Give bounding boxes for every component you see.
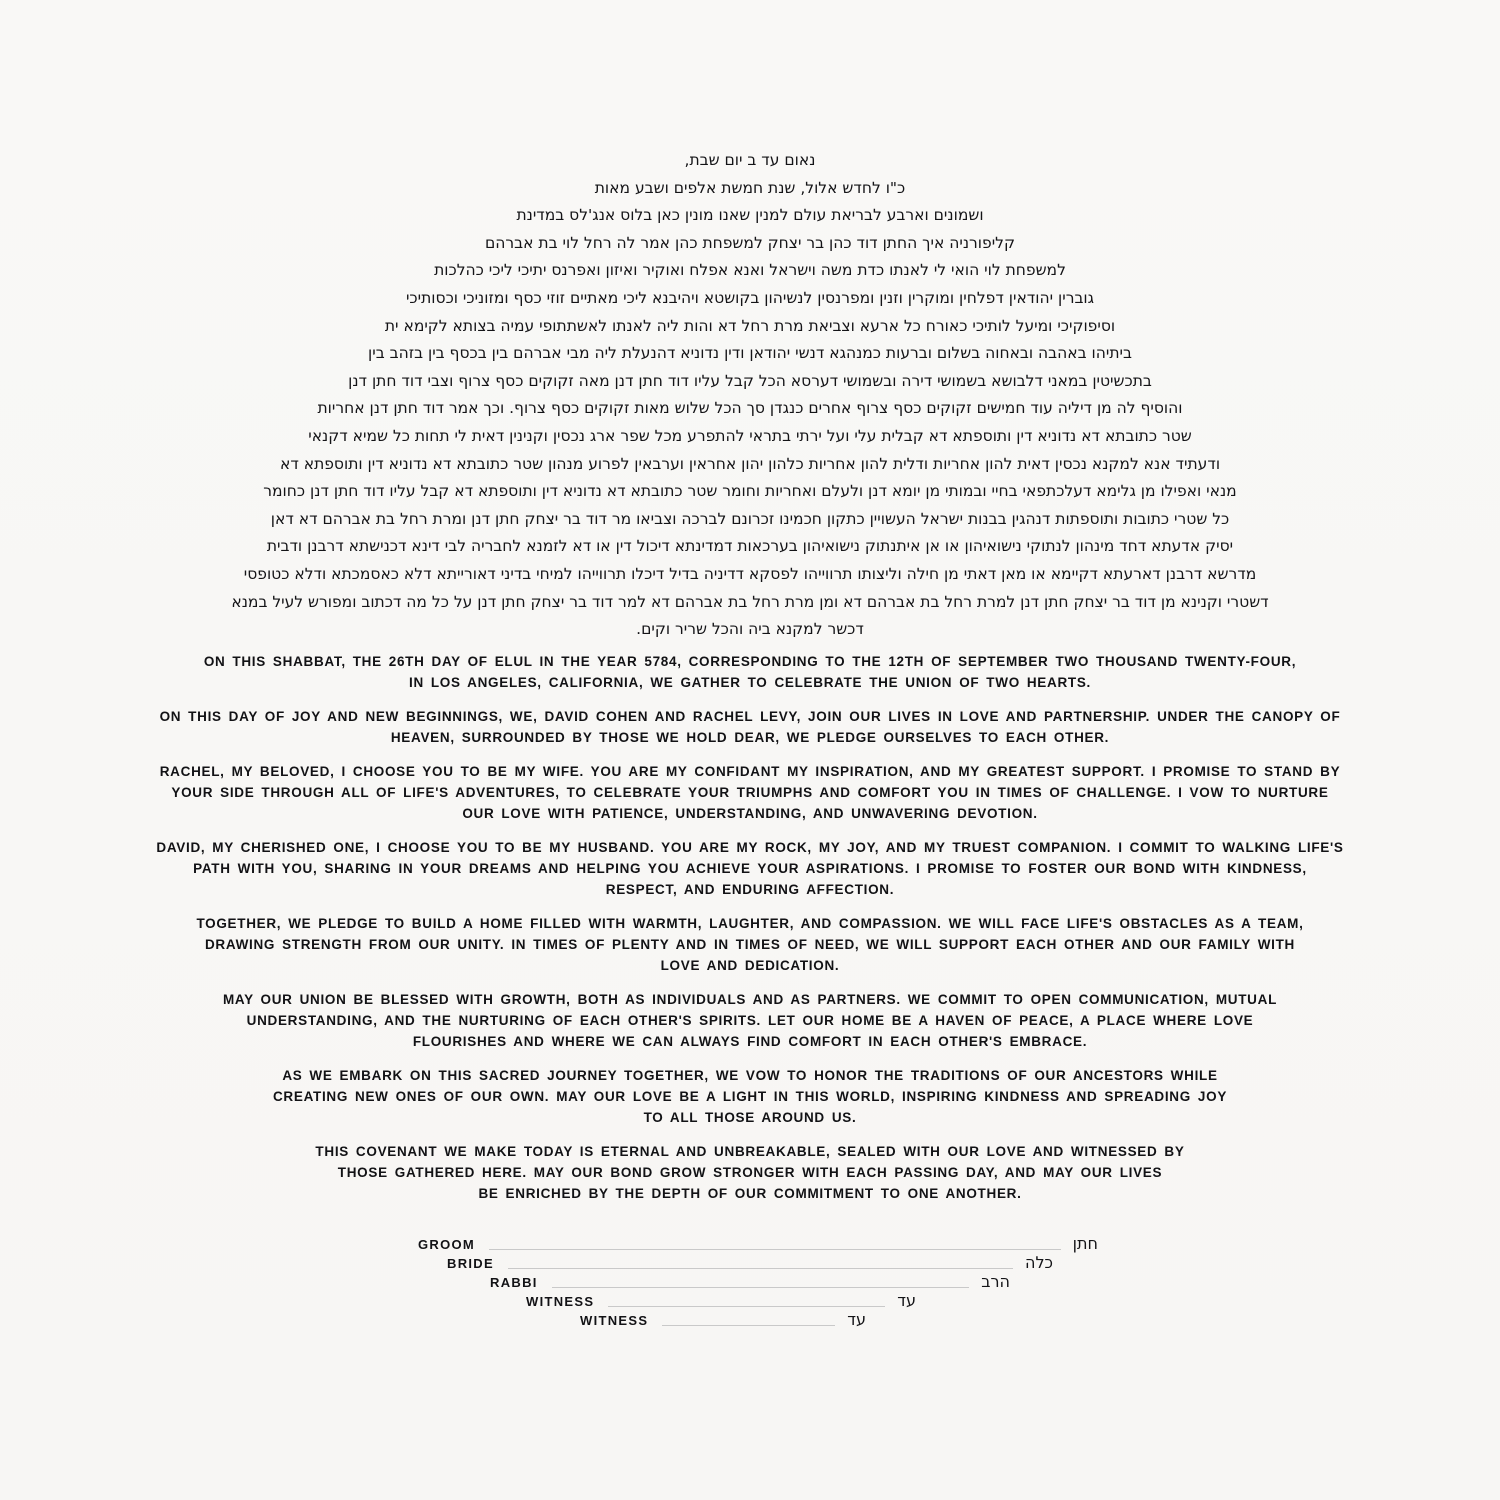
signature-line-rabbi[interactable]: [552, 1287, 970, 1288]
english-text-line: MAY OUR UNION BE BLESSED WITH GROWTH, BOTH AS INDIVIDUALS AND AS PARTNERS. WE COMMIT TO OPEN COMMUNICATION, MUTUAL: [222, 992, 1278, 1007]
signature-label-bride: BRIDE: [447, 1256, 494, 1271]
english-text-line: THOSE GATHERED HERE. MAY OUR BOND GROW STRONGER WITH EACH PASSING DAY, AND MAY OUR LIVES: [337, 1165, 1163, 1180]
hebrew-text-line: למשפחת לוי הואי לי לאנתו כדת משה וישראל ואנא אפלח ואוקיר ואיזון ואפרנס יתיכי ליכי כהלכות: [434, 261, 1066, 280]
english-text-line: LOVE AND DEDICATION.: [660, 958, 840, 973]
english-paragraph-date: [100, 651, 1400, 693]
hebrew-text-line: והוסיף לה מן דיליה עוד חמישים זקוקים כסף צרוף אחרים כנגדן סך הכל שלוש מאות זקוקים כסף צרוף. וכך אמר דוד חתן דנן אחריות: [317, 399, 1183, 418]
hebrew-text-line: קליפורניה איך החתן דוד כהן בר יצחק למשפחת כהן אמר לה רחל לוי בת אברהם: [485, 233, 1015, 252]
english-text-line: DRAWING STRENGTH FROM OUR UNITY. IN TIMES OF PLENTY AND IN TIMES OF NEED, WE WILL SUPPORT EACH OTHER AND OUR FAMILY WITH: [204, 937, 1296, 952]
signature-line-groom[interactable]: [489, 1249, 1061, 1250]
signature-label-witness-2-hebrew: עד: [847, 1310, 866, 1329]
english-text-line: RACHEL, MY BELOVED, I CHOOSE YOU TO BE MY WIFE. YOU ARE MY CONFIDANT MY INSPIRATION, AND MY GREATEST SUPPORT. I PROMISE TO STAND BY: [159, 764, 1341, 779]
signature-row-rabbi: [490, 1273, 1010, 1291]
signature-label-bride-hebrew: כלה: [1024, 1253, 1053, 1272]
signature-row-bride: [447, 1254, 1053, 1272]
english-paragraph-groom-vow: [100, 761, 1400, 824]
hebrew-text-line: יסיק אדעתא דחד מינהון לנתוקי נישואיהון או אן איתנתוק נישואיהון בערכאות דמדינתא דיכול דין או דא לזמנא לחבריה לבי דינא דכנישתא דרבנן ודבית: [266, 537, 1234, 556]
english-text-line: THIS COVENANT WE MAKE TODAY IS ETERNAL AND UNBREAKABLE, SEALED WITH OUR LOVE AND WITNESSED BY: [315, 1144, 1185, 1159]
english-paragraph-couple: [100, 706, 1400, 748]
hebrew-text-line: כ"ו לחדש אלול, שנת חמשת אלפים ושבע מאות: [594, 178, 906, 197]
signature-line-witness-1[interactable]: [608, 1306, 885, 1307]
signature-label-witness-1: WITNESS: [526, 1294, 595, 1309]
hebrew-text-line: שטר כתובתא דא נדוניא דין ותוספתא דא קבלית עלי ועל ירתי בתראי להתפרע מכל שפר ארג נכסין וקנינין דאית לי תחות כל שמיא דקנאי: [308, 426, 1192, 445]
hebrew-text-line: וסיפוקיכי ומיעל לותיכי כאורח כל ארעא וצביאת מרת רחל דא והות ליה לאנתו לאשתתופי עמיה בצותא לקימא ית: [384, 316, 1116, 335]
signature-label-witness-1-hebrew: עד: [897, 1291, 916, 1310]
signature-line-bride[interactable]: [508, 1268, 1013, 1269]
english-text-line: OUR LOVE WITH PATIENCE, UNDERSTANDING, AND UNWAVERING DEVOTION.: [462, 806, 1038, 821]
hebrew-text-line: נאום עד ב יום שבת,: [684, 151, 816, 169]
english-text-line: TOGETHER, WE PLEDGE TO BUILD A HOME FILLED WITH WARMTH, LAUGHTER, AND COMPASSION. WE WILL FACE LIFE'S OBSTACLES AS A TEAM,: [196, 916, 1304, 931]
hebrew-text-line: ודעתיד אנא למקנא נכסין דאית להון אחריות ודלית להון אחריות כלהון יהון אחראין וערבאין לפרוע מנהון שטר כתובתא דא נדוניא דין ותוספתא דא: [279, 454, 1221, 473]
english-text-line: BE ENRICHED BY THE DEPTH OF OUR COMMITMENT TO ONE ANOTHER.: [478, 1186, 1022, 1201]
english-paragraph-bride-vow: [100, 837, 1400, 900]
hebrew-text-line: דשטרי וקנינא מן דוד בר יצחק חתן דנן למרת רחל בת אברהם דא ומן מרת רחל בת אברהם דא למר דוד בר יצחק חתן דנן על כל מה דכתוב ומפורש לעיל במנא: [231, 592, 1269, 611]
english-text-line: AS WE EMBARK ON THIS SACRED JOURNEY TOGETHER, WE VOW TO HONOR THE TRADITIONS OF OUR ANCESTORS WHILE: [282, 1068, 1218, 1083]
signature-row-witness-1: [526, 1292, 916, 1310]
english-text-block: [100, 651, 1400, 1217]
signature-row-groom: [418, 1235, 1098, 1253]
hebrew-text-line: מדרשא דרבנן דארעתא דקיימא או מאן דאתי מן חילה וליצותו תרווייהו לפסקא דדיניה בדיל דיכלו תרווייהו למיחי בדיני דאורייתא דלא כאסמכתא ודלא כטופסי: [243, 564, 1257, 583]
hebrew-text-line: ביתיהו באהבה ובאחוה בשלום וברעות כמנהגא דנשי יהודאן ודין נדוניא דהנעלת ליה מבי אברהם בין בכסף בין בזהב בין: [368, 344, 1132, 363]
signature-label-groom: GROOM: [418, 1237, 476, 1252]
hebrew-text-line: בתכשיטין במאני דלבושא בשמושי דירה ובשמושי דערסא הכל קבל עליו דוד חתן דנן מאה זקוקים כסף צרוף וצבי דוד חתן דנן: [348, 371, 1152, 390]
hebrew-text-line: ושמונים וארבע לבריאת עולם למנין שאנו מונין כאן בלוס אנג'לס במדינת: [516, 206, 984, 225]
english-text-line: HEAVEN, SURROUNDED BY THOSE WE HOLD DEAR, WE PLEDGE OURSELVES TO EACH OTHER.: [390, 730, 1110, 745]
signature-label-witness-2: WITNESS: [580, 1313, 649, 1328]
english-text-line: TO ALL THOSE AROUND US.: [643, 1110, 857, 1125]
english-text-line: CREATING NEW ONES OF OUR OWN. MAY OUR LOVE BE A LIGHT IN THIS WORLD, INSPIRING KINDNESS AND SPREADING JOY: [272, 1089, 1228, 1104]
signature-label-rabbi-hebrew: הרב: [981, 1272, 1010, 1291]
english-text-line: FLOURISHES AND WHERE WE CAN ALWAYS FIND COMFORT IN EACH OTHER'S EMBRACE.: [412, 1034, 1088, 1049]
english-text-line: IN LOS ANGELES, CALIFORNIA, WE GATHER TO CELEBRATE THE UNION OF TWO HEARTS.: [409, 675, 1091, 690]
hebrew-text-line: גוברין יהודאין דפלחין ומוקרין וזנין ומפרנסין לנשיהון בקושטא ויהיבנא ליכי מאתיים זוזי כסף ומזוניכי וכסותיכי: [405, 288, 1095, 307]
signature-row-witness-2: [580, 1311, 866, 1329]
english-paragraph-covenant: [100, 1141, 1400, 1204]
english-text-line: YOUR SIDE THROUGH ALL OF LIFE'S ADVENTURES, TO CELEBRATE YOUR TRIUMPHS AND COMFORT YOU IN TIMES OF CHALLENGE. I VOW TO NURTURE: [171, 785, 1329, 800]
english-text-line: DAVID, MY CHERISHED ONE, I CHOOSE YOU TO BE MY HUSBAND. YOU ARE MY ROCK, MY JOY, AND MY TRUEST COMPANION. I COMMIT TO WALKING LIFE'S: [156, 840, 1344, 855]
english-text-line: RESPECT, AND ENDURING AFFECTION.: [605, 882, 895, 897]
hebrew-text-block: [80, 147, 1420, 644]
english-paragraph-blessing: [100, 989, 1400, 1052]
signature-line-witness-2[interactable]: [662, 1325, 835, 1326]
english-paragraph-journey: [100, 1065, 1400, 1128]
signature-label-rabbi: RABBI: [490, 1275, 538, 1290]
english-paragraph-together: [100, 913, 1400, 976]
hebrew-text-line: כל שטרי כתובות ותוספתות דנהגין בבנות ישראל העשויין כתקון חכמינו זכרונם לברכה וצביאו מר דוד בר יצחק חתן דנן ומרת רחל בת אברהם דא דאן: [270, 509, 1230, 528]
hebrew-text-line: מנאי ואפילו מן גלימא דעלכתפאי בחיי ובמותי מן יומא דנן ולעלם ואחריות וחומר שטר כתובתא דא נדוניא דין ותוספתא דא קבל עליו דוד חתן דנן כחומר: [263, 482, 1237, 501]
signature-label-groom-hebrew: חתן: [1072, 1234, 1098, 1253]
english-text-line: ON THIS SHABBAT, THE 26TH DAY OF ELUL IN THE YEAR 5784, CORRESPONDING TO THE 12TH OF SEPTEMBER TWO THOUSAND TWENTY-FOUR,: [203, 654, 1297, 669]
english-text-line: ON THIS DAY OF JOY AND NEW BEGINNINGS, WE, DAVID COHEN AND RACHEL LEVY, JOIN OUR LIVES IN LOVE AND PARTNERSHIP. UNDER THE CANOPY OF: [159, 709, 1341, 724]
english-text-line: PATH WITH YOU, SHARING IN YOUR DREAMS AND HELPING YOU ACHIEVE YOUR ASPIRATIONS. I PROMISE TO FOSTER OUR BOND WITH KINDNESS,: [193, 861, 1307, 876]
hebrew-text-line: דכשר למקנא ביה והכל שריר וקים.: [636, 620, 864, 639]
english-text-line: UNDERSTANDING, AND THE NURTURING OF EACH OTHER'S SPIRITS. LET OUR HOME BE A HAVEN OF PEACE, A PLACE WHERE LOVE: [246, 1013, 1254, 1028]
